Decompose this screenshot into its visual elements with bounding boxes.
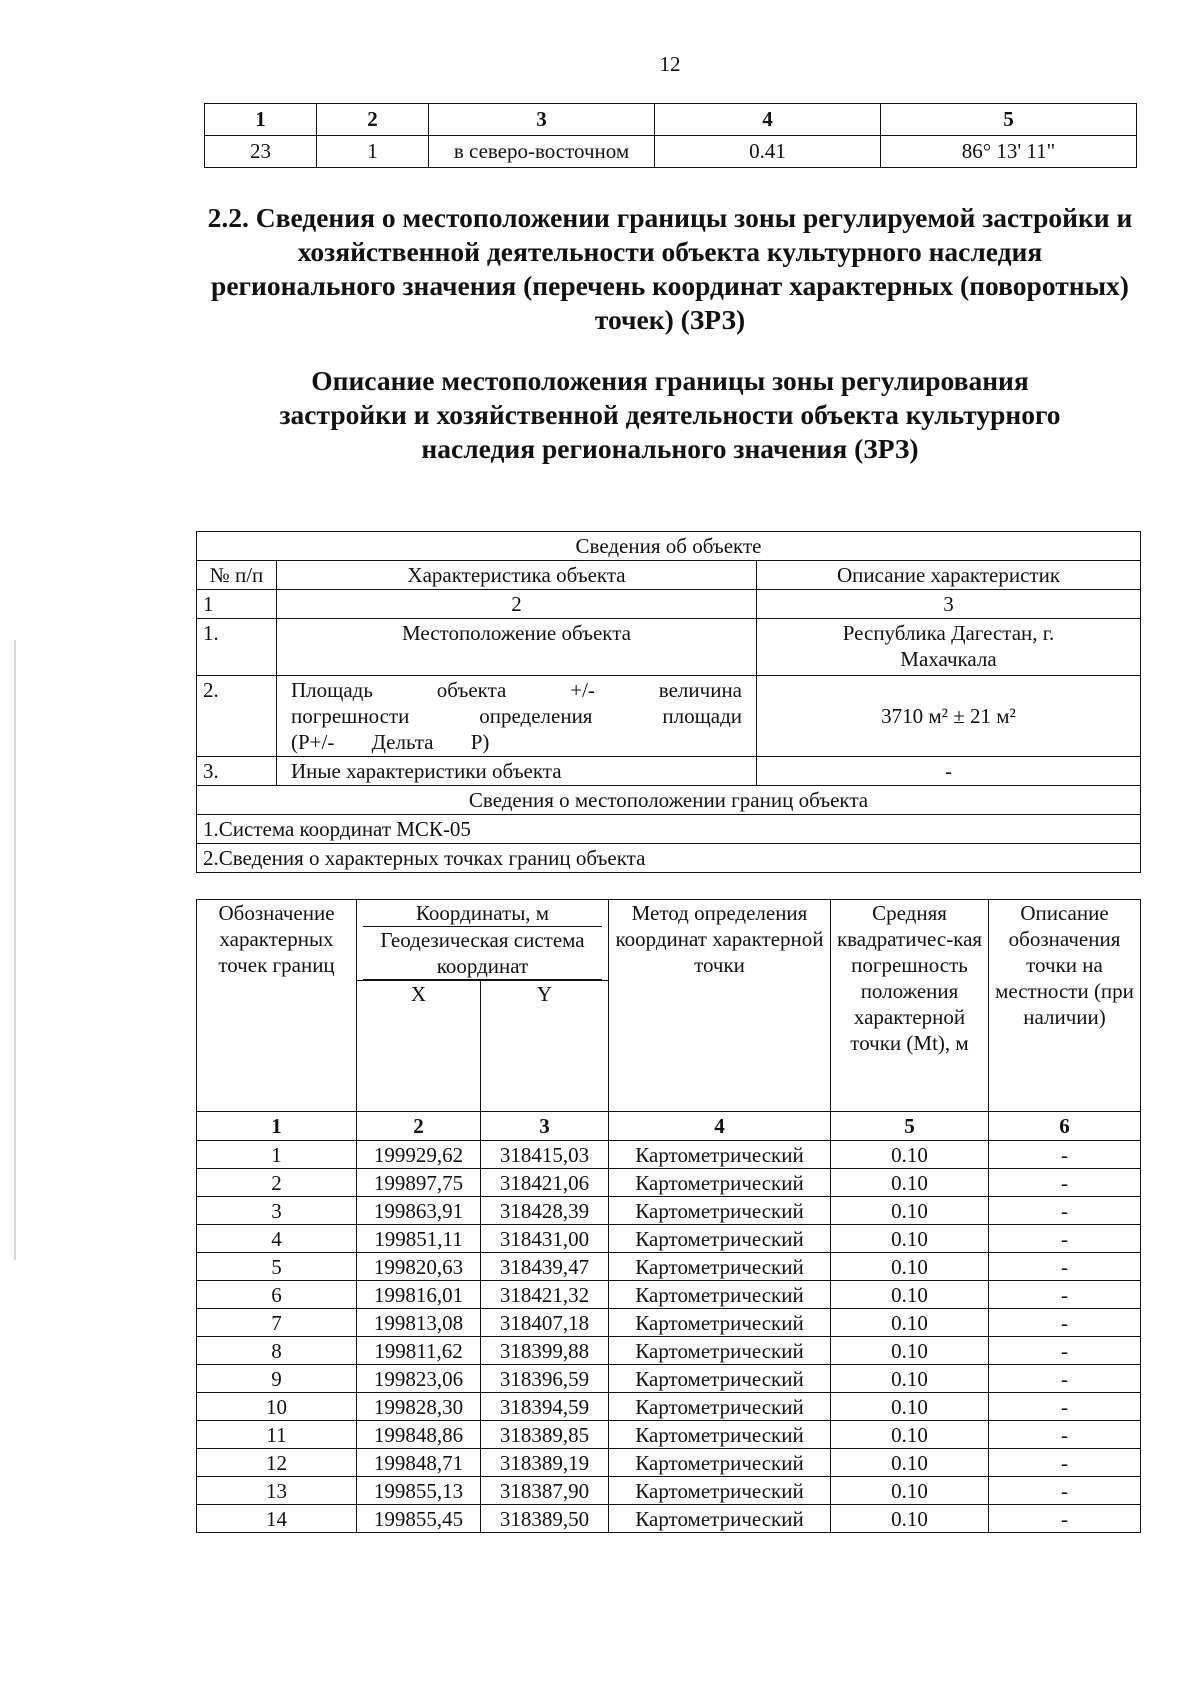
method: Картометрический — [609, 1421, 831, 1449]
col-number: 2 — [277, 590, 757, 619]
row-number: 1. — [197, 619, 277, 676]
method: Картометрический — [609, 1337, 831, 1365]
method: Картометрический — [609, 1281, 831, 1309]
mean-error: 0.10 — [831, 1365, 989, 1393]
mean-error: 0.10 — [831, 1337, 989, 1365]
table-row — [197, 1449, 1141, 1477]
header-cell: 4 — [655, 104, 881, 136]
marking: - — [989, 1449, 1141, 1477]
direction: в северо-восточном — [429, 136, 655, 168]
mean-error: 0.10 — [831, 1253, 989, 1281]
method: Картометрический — [609, 1505, 831, 1533]
y-coordinate: 318407,18 — [481, 1309, 609, 1337]
continuation-row — [205, 136, 1137, 168]
marking: - — [989, 1477, 1141, 1505]
point-id: 4 — [197, 1225, 357, 1253]
table-row — [197, 1197, 1141, 1225]
point-id: 8 — [197, 1337, 357, 1365]
object-info-row — [197, 676, 1141, 757]
method: Картометрический — [609, 1449, 831, 1477]
coord-system: 1.Система координат МСК-05 — [197, 815, 1141, 844]
marking: - — [989, 1253, 1141, 1281]
y-header: Y — [481, 981, 609, 1112]
point-id: 6 — [197, 1281, 357, 1309]
header-cell: 5 — [881, 104, 1137, 136]
point-id: 13 — [197, 1477, 357, 1505]
y-coordinate: 318396,59 — [481, 1365, 609, 1393]
x-coordinate: 199897,75 — [357, 1169, 481, 1197]
table-row — [197, 1365, 1141, 1393]
table-row — [197, 1225, 1141, 1253]
object-info-header-row — [197, 561, 1141, 590]
table-row — [197, 1337, 1141, 1365]
y-coordinate: 318415,03 — [481, 1141, 609, 1169]
method: Картометрический — [609, 1477, 831, 1505]
method-header: Метод определения координат характерной точки — [609, 900, 831, 1112]
mean-error: 0.10 — [831, 1393, 989, 1421]
header-cell: 3 — [429, 104, 655, 136]
section-heading: 2.2. Сведения о местоположении границы зоны регулируемой застройки и хозяйственной деятельности объекта культурного наследия регионального значения (перечень координат характерных (поворотных) точек) (ЗРЗ) — [207, 202, 1133, 335]
point-id: 2 — [197, 1169, 357, 1197]
continuation-header-row — [205, 104, 1137, 136]
point-id: 14 — [197, 1505, 357, 1533]
row-number: 3. — [197, 757, 277, 786]
object-info-table — [196, 531, 1141, 873]
y-coordinate: 318387,90 — [481, 1477, 609, 1505]
next-point: 1 — [317, 136, 429, 168]
marking: - — [989, 1393, 1141, 1421]
x-coordinate: 199816,01 — [357, 1281, 481, 1309]
table-row — [197, 1169, 1141, 1197]
object-info-row — [197, 619, 1141, 676]
mean-error: 0.10 — [831, 1421, 989, 1449]
characteristic-value: - — [757, 757, 1141, 786]
coordinates-header-label: Координаты, м — [363, 900, 602, 927]
method: Картометрический — [609, 1225, 831, 1253]
point-id: 7 — [197, 1309, 357, 1337]
y-coordinate: 318389,85 — [481, 1421, 609, 1449]
table-row — [197, 1477, 1141, 1505]
point-id: 5 — [197, 1253, 357, 1281]
characteristic-value: 3710 м² ± 21 м² — [757, 676, 1141, 757]
geodetic-system-label: Геодезическая система координат — [363, 927, 602, 980]
mean-error: 0.10 — [831, 1477, 989, 1505]
col-number: 2 — [357, 1112, 481, 1141]
marking: - — [989, 1505, 1141, 1533]
x-coordinate: 199811,62 — [357, 1337, 481, 1365]
marking: - — [989, 1365, 1141, 1393]
x-coordinate: 199848,86 — [357, 1421, 481, 1449]
characteristic: Иные характеристики объекта — [277, 757, 757, 786]
y-coordinate: 318421,06 — [481, 1169, 609, 1197]
mean-error: 0.10 — [831, 1449, 989, 1477]
col-number: 4 — [609, 1112, 831, 1141]
mean-error: 0.10 — [831, 1169, 989, 1197]
points-title: 2.Сведения о характерных точках границ объекта — [197, 844, 1141, 873]
angle: 86° 13' 11" — [881, 136, 1137, 168]
scan-margin-line — [14, 640, 16, 1260]
y-coordinate: 318431,00 — [481, 1225, 609, 1253]
object-info-title: Сведения об объекте — [197, 532, 1141, 561]
continuation-table — [204, 103, 1137, 168]
method: Картометрический — [609, 1253, 831, 1281]
designation-header: Обозначение характерных точек границ — [197, 900, 357, 1112]
method: Картометрический — [609, 1393, 831, 1421]
method: Картометрический — [609, 1197, 831, 1225]
characteristic: Площадь объекта +/- величина погрешности определения площади (P+/- Дельта P) — [277, 676, 757, 757]
x-coordinate: 199855,13 — [357, 1477, 481, 1505]
mean-error: 0.10 — [831, 1225, 989, 1253]
point-id: 3 — [197, 1197, 357, 1225]
method: Картометрический — [609, 1309, 831, 1337]
y-coordinate: 318389,19 — [481, 1449, 609, 1477]
x-coordinate: 199823,06 — [357, 1365, 481, 1393]
coordinates-header-row — [197, 900, 1141, 981]
mean-error: 0.10 — [831, 1505, 989, 1533]
marking: - — [989, 1197, 1141, 1225]
mean-error: 0.10 — [831, 1281, 989, 1309]
characteristic-value: Республика Дагестан, г. Махачкала — [757, 619, 1141, 676]
y-coordinate: 318399,88 — [481, 1337, 609, 1365]
marking: - — [989, 1309, 1141, 1337]
table-row — [197, 1281, 1141, 1309]
x-coordinate: 199828,30 — [357, 1393, 481, 1421]
marking: - — [989, 1225, 1141, 1253]
page-number: 12 — [659, 52, 681, 76]
marking: - — [989, 1337, 1141, 1365]
col-number: 1 — [197, 590, 277, 619]
col-number: 3 — [481, 1112, 609, 1141]
col-number: 5 — [831, 1112, 989, 1141]
marking: - — [989, 1141, 1141, 1169]
point-id: 9 — [197, 1365, 357, 1393]
description-heading: Описание местоположения границы зоны регулирования застройки и хозяйственной деятельности объекта культурного наследия регионального значения (ЗРЗ) — [279, 365, 1061, 464]
table-row — [197, 1253, 1141, 1281]
boundary-title: Сведения о местоположении границ объекта — [197, 786, 1141, 815]
points-title-row — [197, 844, 1141, 873]
table-row — [197, 1505, 1141, 1533]
row-number: 2. — [197, 676, 277, 757]
point-id: 11 — [197, 1421, 357, 1449]
x-coordinate: 199863,91 — [357, 1197, 481, 1225]
marking-header: Описание обозначения точки на местности (при наличии) — [989, 900, 1141, 1112]
x-coordinate: 199851,11 — [357, 1225, 481, 1253]
table-row — [197, 1309, 1141, 1337]
x-coordinate: 199820,63 — [357, 1253, 481, 1281]
object-info-title-row — [197, 532, 1141, 561]
col-number: 1 — [197, 1112, 357, 1141]
col-number: 3 — [757, 590, 1141, 619]
x-coordinate: 199813,08 — [357, 1309, 481, 1337]
col-description-header: Описание характеристик — [757, 561, 1141, 590]
mean-error: 0.10 — [831, 1197, 989, 1225]
method: Картометрический — [609, 1169, 831, 1197]
col-number-header: № п/п — [197, 561, 277, 590]
header-cell: 1 — [205, 104, 317, 136]
x-coordinate: 199855,45 — [357, 1505, 481, 1533]
header-cell: 2 — [317, 104, 429, 136]
marking: - — [989, 1169, 1141, 1197]
error-header: Средняя квадратичес-кая погрешность положения характерной точки (Mt), м — [831, 900, 989, 1112]
object-info-numbers-row — [197, 590, 1141, 619]
method: Картометрический — [609, 1365, 831, 1393]
marking: - — [989, 1281, 1141, 1309]
table-row — [197, 1421, 1141, 1449]
y-coordinate: 318421,32 — [481, 1281, 609, 1309]
x-coordinate: 199929,62 — [357, 1141, 481, 1169]
y-coordinate: 318389,50 — [481, 1505, 609, 1533]
point-number: 23 — [205, 136, 317, 168]
mean-error: 0.10 — [831, 1309, 989, 1337]
table-row — [197, 1141, 1141, 1169]
x-coordinate: 199848,71 — [357, 1449, 481, 1477]
object-info-row — [197, 757, 1141, 786]
point-id: 1 — [197, 1141, 357, 1169]
column-numbers-row — [197, 1112, 1141, 1141]
point-id: 12 — [197, 1449, 357, 1477]
y-coordinate: 318394,59 — [481, 1393, 609, 1421]
coordinates-header — [357, 900, 609, 981]
x-header: X — [357, 981, 481, 1112]
col-number: 6 — [989, 1112, 1141, 1141]
boundary-title-row — [197, 786, 1141, 815]
mean-error: 0.10 — [831, 1141, 989, 1169]
col-characteristic-header: Характеристика объекта — [277, 561, 757, 590]
coord-system-row — [197, 815, 1141, 844]
y-coordinate: 318439,47 — [481, 1253, 609, 1281]
point-id: 10 — [197, 1393, 357, 1421]
marking: - — [989, 1421, 1141, 1449]
y-coordinate: 318428,39 — [481, 1197, 609, 1225]
characteristic: Местоположение объекта — [277, 619, 757, 676]
method: Картометрический — [609, 1141, 831, 1169]
distance: 0.41 — [655, 136, 881, 168]
table-row — [197, 1393, 1141, 1421]
coordinates-table — [196, 899, 1141, 1533]
